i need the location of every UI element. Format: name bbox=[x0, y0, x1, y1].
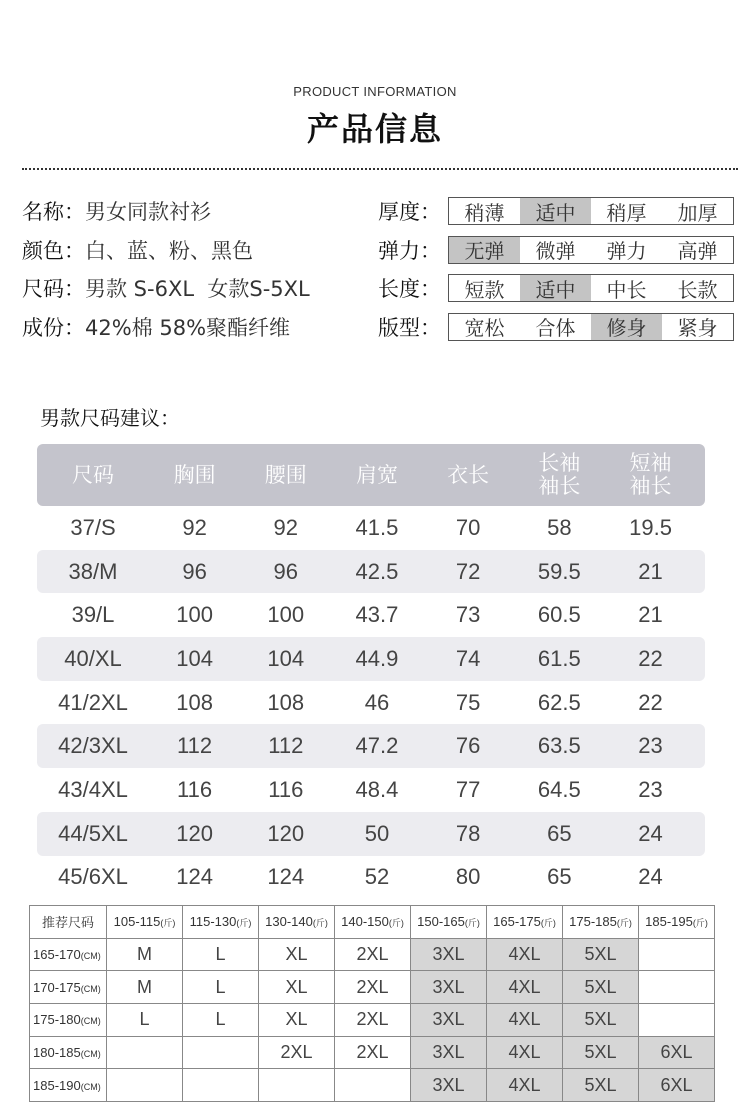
height-range-header bbox=[30, 971, 107, 1004]
size-table-cell: 104 bbox=[267, 645, 305, 671]
attr-option: 中长 bbox=[606, 277, 647, 302]
attr-label: 长度： bbox=[378, 277, 441, 302]
size-table-cell: 100 bbox=[176, 602, 213, 628]
recommend-cell bbox=[639, 938, 715, 971]
size-table-cell: 41/2XL bbox=[58, 689, 128, 715]
attribute-scales bbox=[378, 192, 738, 346]
size-table-cell: 64.5 bbox=[537, 776, 581, 802]
attr-option: 宽松 bbox=[464, 316, 505, 341]
attr-option: 稍薄 bbox=[464, 200, 505, 225]
size-table-cell: 92 bbox=[182, 514, 207, 540]
recommend-cell: 2XL bbox=[335, 938, 411, 971]
recommend-cell bbox=[107, 1069, 183, 1102]
size-table-cell: 45/6XL bbox=[58, 864, 128, 890]
size-table-header-cell: 胸围 bbox=[173, 462, 216, 487]
weight-range: 105-115 bbox=[113, 914, 161, 930]
recommend-cell: L bbox=[183, 971, 259, 1004]
info-row-material bbox=[22, 308, 372, 347]
recommend-cell: L bbox=[183, 1004, 259, 1037]
size-table-cell: 72 bbox=[455, 558, 481, 584]
attr-option: 加厚 bbox=[677, 200, 718, 225]
weight-range-header bbox=[335, 906, 411, 939]
size-table-cell: 92 bbox=[273, 514, 299, 540]
recommend-cell: L bbox=[183, 938, 259, 971]
page-title: 产品信息 bbox=[306, 110, 443, 148]
size-table-cell: 116 bbox=[268, 776, 304, 802]
size-table-row bbox=[37, 506, 705, 550]
recommend-cell: XL bbox=[259, 1004, 335, 1037]
size-table-row bbox=[37, 812, 705, 856]
height-range-header bbox=[30, 938, 107, 971]
weight-unit: (斤) bbox=[540, 918, 556, 929]
height-range: 180-185 bbox=[33, 1045, 81, 1061]
size-table-cell: 120 bbox=[176, 820, 213, 846]
recommend-cell bbox=[183, 1069, 259, 1102]
info-value: 男女同款衬衫 bbox=[85, 200, 211, 225]
size-table-cell: 19.5 bbox=[629, 514, 672, 540]
size-table-header-cell: 短袖 袖长 bbox=[629, 451, 672, 498]
recommend-cell: 5XL bbox=[563, 938, 639, 971]
recommend-cell: M bbox=[107, 938, 183, 971]
height-range-header bbox=[30, 1036, 107, 1069]
info-row-size bbox=[22, 269, 372, 308]
mens-size-table bbox=[37, 444, 705, 899]
size-table-row bbox=[37, 856, 705, 900]
weight-range-header bbox=[411, 906, 487, 939]
weight-range: 130-140 bbox=[265, 914, 313, 930]
recommend-row bbox=[30, 971, 715, 1004]
weight-range: 140-150 bbox=[341, 914, 389, 930]
weight-range-header bbox=[563, 906, 639, 939]
recommend-cell: 3XL bbox=[411, 1069, 487, 1102]
recommend-cell: 3XL bbox=[411, 938, 487, 971]
page-subtitle: PRODUCT INFORMATION bbox=[293, 84, 457, 99]
recommend-size-table bbox=[29, 905, 715, 1102]
size-table-cell: 21 bbox=[638, 602, 663, 628]
size-table-header-cell: 肩宽 bbox=[355, 462, 398, 487]
size-table-cell: 112 bbox=[268, 733, 304, 759]
size-table-cell: 37/S bbox=[70, 514, 116, 540]
size-table-cell: 21 bbox=[638, 558, 663, 584]
height-range-header bbox=[30, 1069, 107, 1102]
recommend-cell: 2XL bbox=[335, 1036, 411, 1069]
attr-option-selected: 无弹 bbox=[449, 237, 520, 263]
height-unit: (CM) bbox=[80, 1049, 101, 1060]
size-table-cell: 22 bbox=[638, 689, 663, 715]
info-value: 男款 S-6XL 女款S-5XL bbox=[85, 277, 310, 302]
height-unit: (CM) bbox=[80, 1016, 101, 1027]
size-table-cell: 38/M bbox=[68, 558, 118, 584]
recommend-cell: 4XL bbox=[487, 1036, 563, 1069]
dotted-divider bbox=[22, 168, 738, 170]
attr-options bbox=[448, 274, 734, 302]
size-table-cell: 112 bbox=[177, 733, 213, 759]
size-table-cell: 73 bbox=[455, 602, 481, 628]
recommend-cell: 5XL bbox=[563, 1036, 639, 1069]
size-table-header bbox=[37, 444, 705, 506]
height-unit: (CM) bbox=[80, 951, 101, 962]
size-table-cell: 42/3XL bbox=[58, 733, 128, 759]
size-table-header-cell: 衣长 bbox=[447, 462, 490, 487]
size-table-header-cell: 腰围 bbox=[264, 462, 307, 487]
weight-range: 175-185 bbox=[569, 914, 617, 930]
size-table-cell: 65 bbox=[547, 864, 572, 890]
recommend-cell: 6XL bbox=[639, 1036, 715, 1069]
weight-range-header bbox=[183, 906, 259, 939]
recommend-cell: 2XL bbox=[259, 1036, 335, 1069]
size-table-cell: 80 bbox=[455, 864, 481, 890]
size-table-cell: 60.5 bbox=[537, 602, 581, 628]
attr-options bbox=[448, 313, 734, 341]
info-label: 颜色： bbox=[22, 238, 85, 263]
size-table-cell: 59.5 bbox=[537, 558, 581, 584]
weight-range-header bbox=[107, 906, 183, 939]
recommend-cell: 4XL bbox=[487, 1004, 563, 1037]
size-table-cell: 44.9 bbox=[355, 645, 399, 671]
attr-elasticity bbox=[378, 231, 738, 270]
recommend-cell: XL bbox=[259, 971, 335, 1004]
size-table-cell: 44/5XL bbox=[58, 820, 128, 846]
weight-range-header bbox=[487, 906, 563, 939]
size-table-cell: 24 bbox=[638, 820, 663, 846]
size-table-cell: 108 bbox=[267, 689, 305, 715]
recommend-cell: XL bbox=[259, 938, 335, 971]
size-table-cell: 24 bbox=[638, 864, 663, 890]
size-table-cell: 43.7 bbox=[355, 602, 399, 628]
weight-range: 115-130 bbox=[189, 914, 237, 930]
weight-unit: (斤) bbox=[160, 918, 176, 929]
recommend-cell bbox=[639, 1004, 715, 1037]
size-table-row bbox=[37, 768, 705, 812]
info-label: 尺码： bbox=[22, 277, 85, 302]
info-value: 白、蓝、粉、黑色 bbox=[85, 238, 253, 263]
height-unit: (CM) bbox=[80, 1081, 101, 1092]
height-unit: (CM) bbox=[80, 983, 101, 994]
weight-unit: (斤) bbox=[388, 918, 404, 929]
size-table-cell: 48.4 bbox=[355, 776, 399, 802]
size-table-row bbox=[37, 724, 705, 768]
height-range: 185-190 bbox=[33, 1077, 81, 1093]
recommend-cell: 3XL bbox=[411, 1036, 487, 1069]
info-label: 名称： bbox=[22, 200, 85, 225]
size-table-cell: 74 bbox=[455, 645, 481, 671]
height-range: 165-170 bbox=[33, 947, 81, 963]
size-table-cell: 70 bbox=[455, 514, 481, 540]
size-table-header-cell: 长袖 袖长 bbox=[538, 451, 581, 498]
recommend-row bbox=[30, 938, 715, 971]
size-table-cell: 77 bbox=[455, 776, 481, 802]
weight-range-header bbox=[639, 906, 715, 939]
product-info-list bbox=[22, 192, 372, 346]
size-table-cell: 58 bbox=[547, 514, 572, 540]
recommend-cell: 3XL bbox=[411, 971, 487, 1004]
mens-size-title: 男款尺码建议： bbox=[40, 406, 180, 430]
size-table-row bbox=[37, 681, 705, 725]
height-range: 175-180 bbox=[33, 1012, 81, 1028]
recommend-cell: 4XL bbox=[487, 938, 563, 971]
recommend-cell: M bbox=[107, 971, 183, 1004]
recommend-cell: 5XL bbox=[563, 971, 639, 1004]
size-table-cell: 47.2 bbox=[355, 733, 399, 759]
recommend-cell: L bbox=[107, 1004, 183, 1037]
recommend-row bbox=[30, 1069, 715, 1102]
attr-option-selected: 适中 bbox=[520, 275, 591, 301]
size-table-cell: 63.5 bbox=[537, 733, 581, 759]
attr-option: 短款 bbox=[464, 277, 505, 302]
size-table-cell: 108 bbox=[176, 689, 213, 715]
attr-options bbox=[448, 197, 734, 225]
recommend-cell: 5XL bbox=[563, 1069, 639, 1102]
weight-unit: (斤) bbox=[616, 918, 632, 929]
size-table-cell: 100 bbox=[267, 602, 305, 628]
size-table-cell: 52 bbox=[364, 864, 390, 890]
size-table-cell: 75 bbox=[455, 689, 481, 715]
size-table-cell: 62.5 bbox=[537, 689, 581, 715]
weight-range: 185-195 bbox=[645, 914, 693, 930]
attr-option: 高弹 bbox=[677, 239, 718, 264]
recommend-cell: 4XL bbox=[487, 1069, 563, 1102]
attr-fit bbox=[378, 308, 738, 347]
size-table-cell: 96 bbox=[182, 558, 207, 584]
attr-label: 弹力： bbox=[378, 238, 441, 263]
size-table-cell: 46 bbox=[364, 689, 390, 715]
size-table-cell: 39/L bbox=[71, 602, 115, 628]
size-table-cell: 116 bbox=[177, 776, 213, 802]
size-table-cell: 65 bbox=[547, 820, 572, 846]
attr-label: 版型： bbox=[378, 315, 441, 340]
weight-unit: (斤) bbox=[464, 918, 480, 929]
attr-option-selected: 修身 bbox=[591, 314, 662, 340]
weight-unit: (斤) bbox=[236, 918, 252, 929]
attr-option: 长款 bbox=[677, 277, 718, 302]
size-table-cell: 50 bbox=[364, 820, 390, 846]
size-table-cell: 78 bbox=[455, 820, 481, 846]
attr-length bbox=[378, 269, 738, 308]
recommend-cell: 2XL bbox=[335, 971, 411, 1004]
size-table-cell: 40/XL bbox=[64, 645, 122, 671]
size-table-row bbox=[37, 550, 705, 594]
recommend-cell bbox=[639, 971, 715, 1004]
size-table-cell: 41.5 bbox=[355, 514, 399, 540]
size-table-cell: 120 bbox=[267, 820, 305, 846]
size-table-cell: 23 bbox=[638, 776, 663, 802]
size-table-cell: 42.5 bbox=[355, 558, 399, 584]
recommend-cell: 3XL bbox=[411, 1004, 487, 1037]
size-table-row bbox=[37, 637, 705, 681]
weight-range: 165-175 bbox=[493, 914, 541, 930]
attr-option: 紧身 bbox=[677, 316, 718, 341]
recommend-cell bbox=[107, 1036, 183, 1069]
weight-unit: (斤) bbox=[312, 918, 328, 929]
attr-option: 弹力 bbox=[606, 239, 647, 264]
recommend-cell bbox=[259, 1069, 335, 1102]
recommend-cell: 5XL bbox=[563, 1004, 639, 1037]
size-table-cell: 61.5 bbox=[537, 645, 581, 671]
attr-thickness bbox=[378, 192, 738, 231]
recommend-cell: 6XL bbox=[639, 1069, 715, 1102]
recommend-corner: 推荐尺码 bbox=[30, 906, 107, 939]
recommend-cell: 2XL bbox=[335, 1004, 411, 1037]
size-table-cell: 124 bbox=[176, 864, 213, 890]
info-row-color bbox=[22, 231, 372, 270]
recommend-cell bbox=[335, 1069, 411, 1102]
info-row-name bbox=[22, 192, 372, 231]
attr-option-selected: 适中 bbox=[520, 198, 591, 224]
recommend-row bbox=[30, 1004, 715, 1037]
size-table-header-cell: 尺码 bbox=[72, 462, 114, 487]
recommend-cell bbox=[183, 1036, 259, 1069]
weight-unit: (斤) bbox=[692, 918, 708, 929]
attr-option: 合体 bbox=[535, 316, 576, 341]
size-table-cell: 76 bbox=[455, 733, 481, 759]
weight-range-header bbox=[259, 906, 335, 939]
size-table-cell: 104 bbox=[176, 645, 213, 671]
attr-option: 稍厚 bbox=[606, 200, 647, 225]
recommend-row bbox=[30, 1036, 715, 1069]
attr-options bbox=[448, 236, 734, 264]
size-table-row bbox=[37, 593, 705, 637]
attr-label: 厚度： bbox=[378, 200, 441, 225]
size-table-cell: 96 bbox=[273, 558, 299, 584]
size-table-cell: 124 bbox=[267, 864, 305, 890]
recommend-cell: 4XL bbox=[487, 971, 563, 1004]
size-table-cell: 23 bbox=[638, 733, 663, 759]
attr-option: 微弹 bbox=[535, 239, 576, 264]
size-table-cell: 22 bbox=[638, 645, 663, 671]
info-value: 42%棉 58%聚酯纤维 bbox=[85, 315, 291, 340]
size-table-cell: 43/4XL bbox=[58, 776, 128, 802]
info-label: 成份： bbox=[22, 315, 85, 340]
height-range: 170-175 bbox=[33, 979, 81, 995]
height-range-header bbox=[30, 1004, 107, 1037]
weight-range: 150-165 bbox=[417, 914, 465, 930]
